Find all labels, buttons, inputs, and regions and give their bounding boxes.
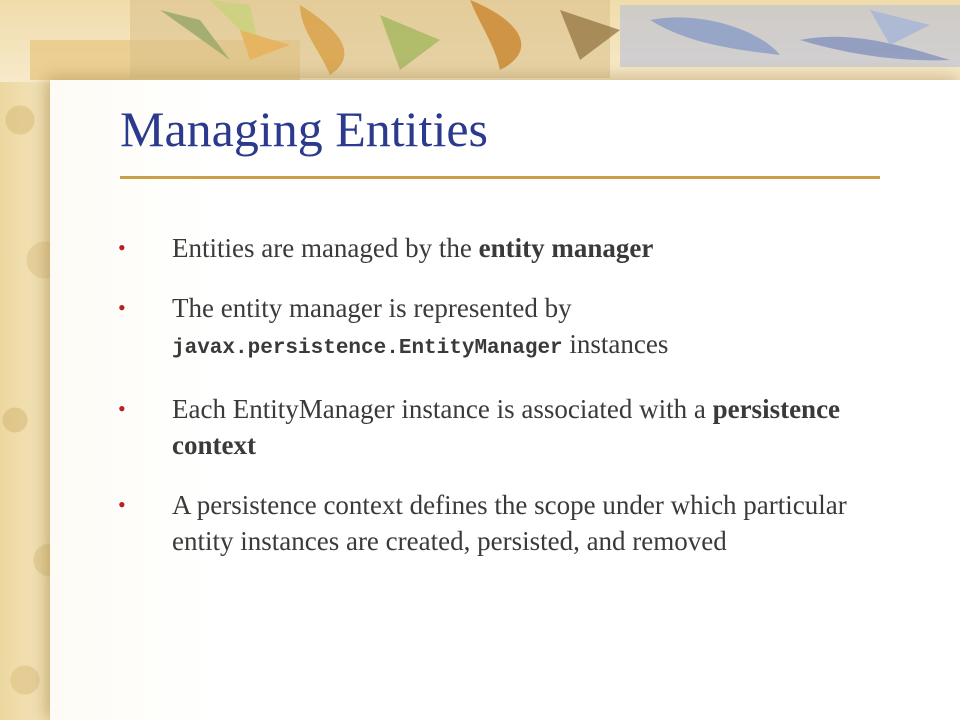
leaves-icon [0,0,960,82]
bullet-text: Each EntityManager instance is associated with a [172,394,713,424]
bullet-item [118,230,908,266]
bullet-text: Entities are managed by the [172,233,479,263]
title-underline [120,176,880,179]
bullet-dot-icon: • [118,492,126,517]
bullet-text: A persistence context defines the scope under which particular entity instances are created, persisted, and removed [172,490,847,556]
bullet-bold-term: persistence context [172,394,841,460]
bullet-text: The entity manager is represented by [172,293,572,323]
bullet-dot-icon: • [118,396,126,421]
bullet-list [118,230,908,583]
bullet-text-tail: instances [562,329,669,359]
bullet-bold-term: entity manager [478,233,654,263]
bullet-code: javax.persistence.EntityManager [172,337,563,360]
slide-title: Managing Entities [120,101,488,157]
bullet-item [118,391,908,463]
bullet-dot-icon: • [118,235,126,260]
bullet-item [118,290,908,367]
bullet-dot-icon: • [118,295,126,320]
leaves-banner [0,0,960,82]
bullet-item [118,487,908,559]
